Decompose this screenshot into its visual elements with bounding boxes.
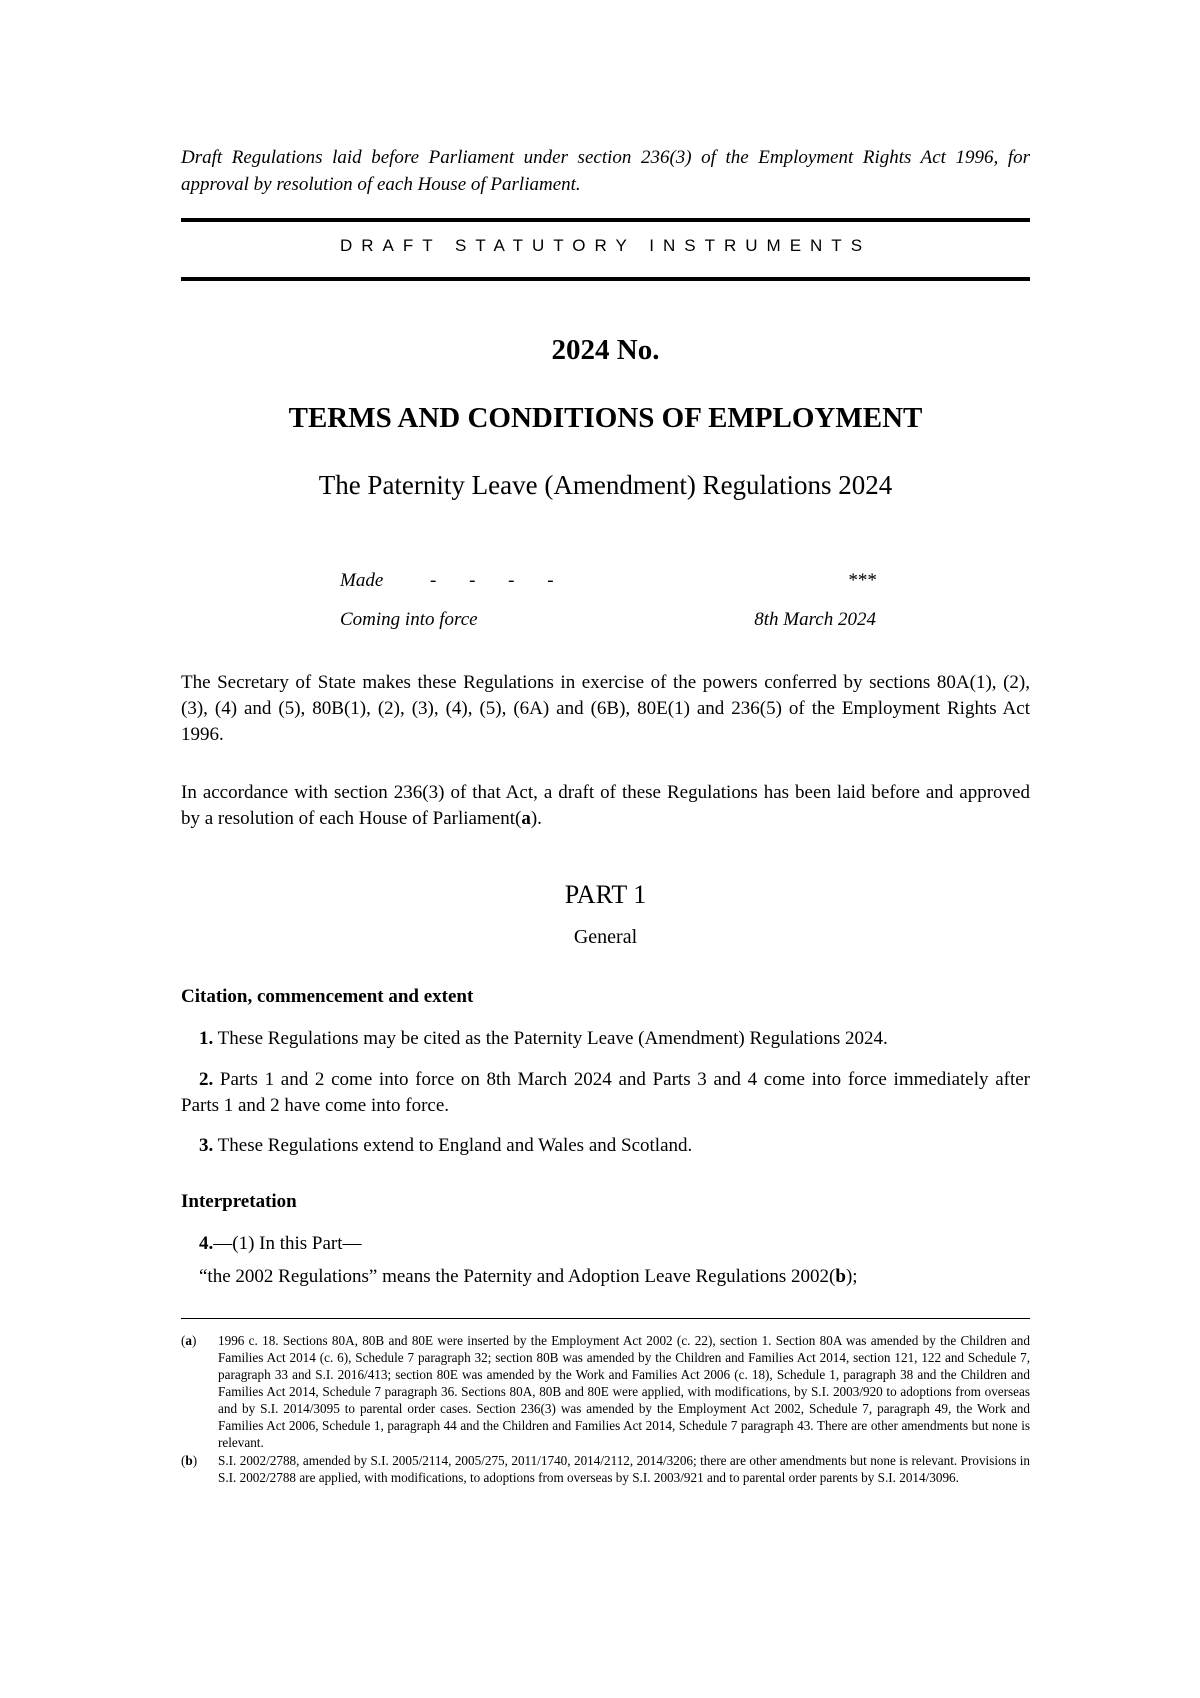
enacting-recital: The Secretary of State makes these Regulations in exercise of the powers conferred by sections 80A(1), (2), (3), (4) and (5), 80B(1), (2), (3), (4), (5), (6A) and (6B), 80E(1) and 236(5) of the Employment Rights Act 1996. bbox=[181, 672, 1030, 745]
definition-2002-regulations: “the 2002 Regulations” means the Paternity and Adoption Leave Regulations 2002(b); bbox=[199, 1266, 858, 1287]
made-dashes: - - - - bbox=[430, 570, 568, 591]
footnote-b: (b) S.I. 2002/2788, amended by S.I. 2005/2114, 2005/275, 2011/1740, 2014/2112, 2014/3206; there are other amendments but none is relevant. Provisions in S.I. 2002/2788 are applied, with modifications, to adoptions from overseas by S.I. 2003/921 and to parental order parents by S.I. 2014/3096. bbox=[181, 1453, 1030, 1485]
citation-heading: Citation, commencement and extent bbox=[181, 986, 474, 1007]
footnote-b-marker: (b) bbox=[181, 1453, 198, 1468]
banner-bottom-rule bbox=[181, 277, 1030, 281]
footnotes bbox=[181, 1332, 1030, 1487]
regulations-title: The Paternity Leave (Amendment) Regulations 2024 bbox=[318, 470, 893, 500]
footnote-a: (a) 1996 c. 18. Sections 80A, 80B and 80E were inserted by the Employment Act 2002 (c. 22), section 1. Section 80A was amended by the Children and Families Act 2014 (c. 6), Schedule 7 paragraph 32; section 80B was amended by the Children and Families Act 2014, section 121, 122 and Schedule 7, paragraph 33 and S.I. 2016/413; section 80E was amended by the Work and Families Act 2006 (c. 18), Schedule 1, paragraph 38 and the Children and Families Act 2014, Schedule 7 paragraph 36. Sections 80A, 80B and 80E were applied, with modifications, by S.I. 2003/920 to adoptions from overseas and by S.I. 2014/3095 to parental order cases. Section 236(3) was amended by the Employment Act 2002, Schedule 7, paragraph 49, the Work and Families Act 2006, Schedule 1, paragraph 44 and the Children and Families Act 2014, Schedule 7 paragraph 43. There are other amendments but none is relevant. bbox=[181, 1333, 1030, 1450]
approval-recital: In accordance with section 236(3) of that Act, a draft of these Regulations has been laid before and approved by a resolution of each House of Parliament(a). bbox=[181, 782, 1030, 829]
si-number: 2024 No. bbox=[551, 334, 660, 366]
footnote-ref-b[interactable]: b bbox=[835, 1266, 846, 1287]
part-heading: PART 1 bbox=[564, 880, 647, 909]
coming-into-force-label: Coming into force bbox=[340, 609, 478, 630]
made-label: Made bbox=[340, 570, 384, 591]
footnote-rule bbox=[181, 1318, 1030, 1319]
regulation-1: 1. These Regulations may be cited as the Paternity Leave (Amendment) Regulations 2024. bbox=[199, 1028, 888, 1049]
regulation-2: 2. Parts 1 and 2 come into force on 8th March 2024 and Parts 3 and 4 come into force immediately after Parts 1 and 2 have come into force. bbox=[181, 1069, 1030, 1116]
coming-into-force-value: 8th March 2024 bbox=[754, 609, 876, 630]
laying-preamble: Draft Regulations laid before Parliament under section 236(3) of the Employment Rights Act 1996, for approval by resolution of each House of Parliament. bbox=[181, 147, 1030, 195]
interpretation-heading: Interpretation bbox=[181, 1191, 297, 1212]
banner-top-rule bbox=[181, 218, 1030, 222]
regulation-3: 3. These Regulations extend to England and Wales and Scotland. bbox=[199, 1135, 693, 1156]
made-value: *** bbox=[847, 570, 876, 591]
subject-heading: TERMS AND CONDITIONS OF EMPLOYMENT bbox=[288, 402, 923, 434]
footnote-ref-a[interactable]: a bbox=[521, 808, 531, 829]
part-title: General bbox=[573, 926, 638, 948]
instrument-type-banner: DRAFT STATUTORY INSTRUMENTS bbox=[339, 236, 872, 255]
regulation-4: 4.—(1) In this Part— bbox=[199, 1233, 362, 1254]
footnote-a-marker: (a) bbox=[181, 1333, 197, 1348]
